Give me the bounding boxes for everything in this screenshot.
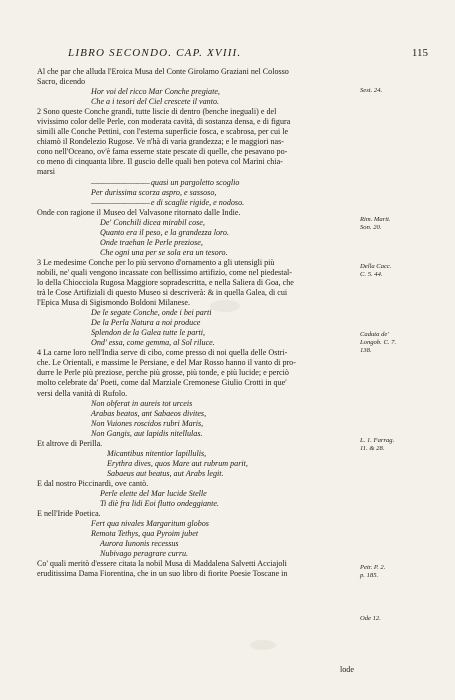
verse-line: Fert qua nivales Margaritum globos: [91, 519, 209, 529]
verse-line: Per durissima scorza aspro, e sassoso,: [91, 187, 217, 197]
paragraph-4: 4 La carne loro nell'India serve di cibo, come presso di noi quella delle Ostri- che. Le Orientali, e massime le Persiane, e del Mar Rosso hanno il vanto di pro- durre le Perle più preziose, perche più grosse, più tonde, e più lucide; e perciò molto celebrate da' Poeti, come dal Marziale Cremonese Giulio Crotti in que' versi della vanità di Rufolo.: [37, 348, 296, 398]
verse-iride: [37, 519, 355, 559]
margin-note: Rim. Marit.: [360, 216, 391, 223]
verse-crotti: [37, 399, 355, 439]
verse-line: Sabaeus aut beatus, aut Arabs legit.: [107, 468, 224, 478]
verse-line: ——— ——— ——— e di scaglie rigide, e nodoso.: [91, 197, 245, 207]
verse-perilla: [37, 449, 355, 479]
verse-line: Hor voi del ricco Mar Conche pregiate,: [91, 87, 220, 97]
verse-line: Micantibus nitentior lapillulis,: [107, 448, 207, 458]
margin-note: Longob. C. 7.: [360, 339, 397, 346]
paragraph-2: 2 Sono queste Conche grandi, tutte liscie di dentro (benche ineguali) e del vivissimo color delle Perle, con moderata cavità, di sostanza densa, e di figura simili alle Conche Pettini, con l'esterna superficie fosca, e scabrosa, per cui le chiamò il Rondelezio Rugose. Ve n'hà di varia grandezza; e le maggiori nas- cono nell'Oceano, ov'è fama esserne state pescate di quelle, che pesavano po- co meno di cinquanta libre. Il guscio delle quali ben poteva col Marini chia- marsi: [37, 107, 291, 177]
line-perilla: Et altrove di Perilla.: [37, 438, 103, 448]
line-iride: E nell'Iride Poetica.: [37, 509, 101, 519]
verse-line: Non Vuiones roscidos rubri Maris,: [91, 418, 204, 428]
margin-note: Son. 20.: [360, 224, 382, 231]
line-valvasone: Onde con ragione il Museo del Valvasone ritornato dalle Indie.: [37, 207, 241, 217]
verse-line: Remota Tethys, qua Pyroim jubet: [91, 529, 199, 539]
margin-note: Ode 12.: [360, 615, 381, 622]
verse-line: De la Perla Natura a noi produce: [91, 318, 201, 328]
text-block: [37, 67, 355, 579]
verse-line: Nubivago peragrare curru.: [100, 549, 189, 559]
verse-line: Erythra dives, quos Mare aut rubrum parit,: [107, 458, 248, 468]
margin-note: Petr. P. 2.: [360, 564, 386, 571]
running-header: [68, 47, 428, 59]
paragraph-3: 3 Le medesime Conche per lo più servono d'ornamento a gli utensigli più nobili, ne' quali vengono incassate con bellissimo artifizio, come nel piedestal- lo della Chiocciola Rugosa Maggiore sopradescritta, e nella Saliera di Goa, che trà le Cose Artifiziali di questo Museo si descriverà: & in quella Galea, di cui l'Epica Musa di Sigismondo Boldoni Milanese.: [37, 257, 294, 308]
verse-graziani: [37, 87, 355, 107]
verse-line: Arabas beatos, ant Sabaeos divites,: [91, 408, 207, 418]
verse-line: Perle elette del Mar lucide Stelle: [100, 488, 207, 498]
verse-line: Che ogni una per se sola era un tesoro.: [100, 247, 228, 257]
margin-note: 11. & 28.: [360, 445, 385, 452]
paragraph-5: Co' quali meritò d'essere citata la nobil Musa di Maddalena Salvetti Acciajoli eruditissima Dama Fiorentina, che in un suo libro di fiorite Poesie Toscane in: [37, 559, 288, 579]
line-piccinardi: E dal nostro Piccinardi, ove cantò.: [37, 478, 149, 488]
verse-line: Aurora Iunonis recessus: [100, 539, 179, 549]
verse-line: De le segate Conche, onde i bei parti: [91, 308, 212, 318]
verse-line: Non Gangis, aut lapidis nitellulas.: [91, 428, 203, 438]
margin-note: C. 5. 44.: [360, 271, 383, 278]
verse-marini: [37, 178, 355, 208]
verse-line: Quanto era il peso, e la grandezza loro.: [100, 227, 229, 237]
verse-line: Non obferat in aureis tot urceis: [91, 398, 193, 408]
margin-note: Caduta de': [360, 331, 389, 338]
verse-line: De' Conchili dicea mirabil cose,: [100, 217, 205, 227]
verse-boldoni: [37, 308, 355, 348]
margin-note: 138.: [360, 347, 372, 354]
margin-note: Della Cacc.: [360, 263, 392, 270]
margin-note: L. 1. Farrag.: [360, 437, 395, 444]
verse-line: ——— ——— ——— quasi un pargoletto scoglio: [91, 177, 240, 187]
paper-stain: [250, 640, 276, 650]
verse-line: Ond' essa, come gemma, al Sol riluce.: [91, 338, 215, 348]
running-title: LIBRO SECONDO. CAP. XVIII.: [68, 47, 242, 59]
margin-note: p. 185.: [360, 572, 379, 579]
verse-line: Ti diè fra lidi Eoi flutto ondeggiante.: [100, 499, 219, 509]
margin-note: Sest. 24.: [360, 87, 383, 94]
verse-line: Onde traehan le Perle preziose,: [100, 237, 203, 247]
verse-valvasone: [37, 218, 355, 258]
intro-paragraph: Al che par che alluda l'Eroica Musa del Conte Girolamo Graziani nel Colosso Sacro, dicendo: [37, 67, 289, 87]
verse-line: Che a i tesori del Ciel crescete il vanto.: [91, 97, 220, 107]
page-number: 115: [411, 47, 428, 59]
catchword: lode: [340, 665, 354, 674]
verse-line: Splendon de la Galea tutte le parti,: [91, 328, 205, 338]
verse-piccinardi: [37, 489, 355, 509]
